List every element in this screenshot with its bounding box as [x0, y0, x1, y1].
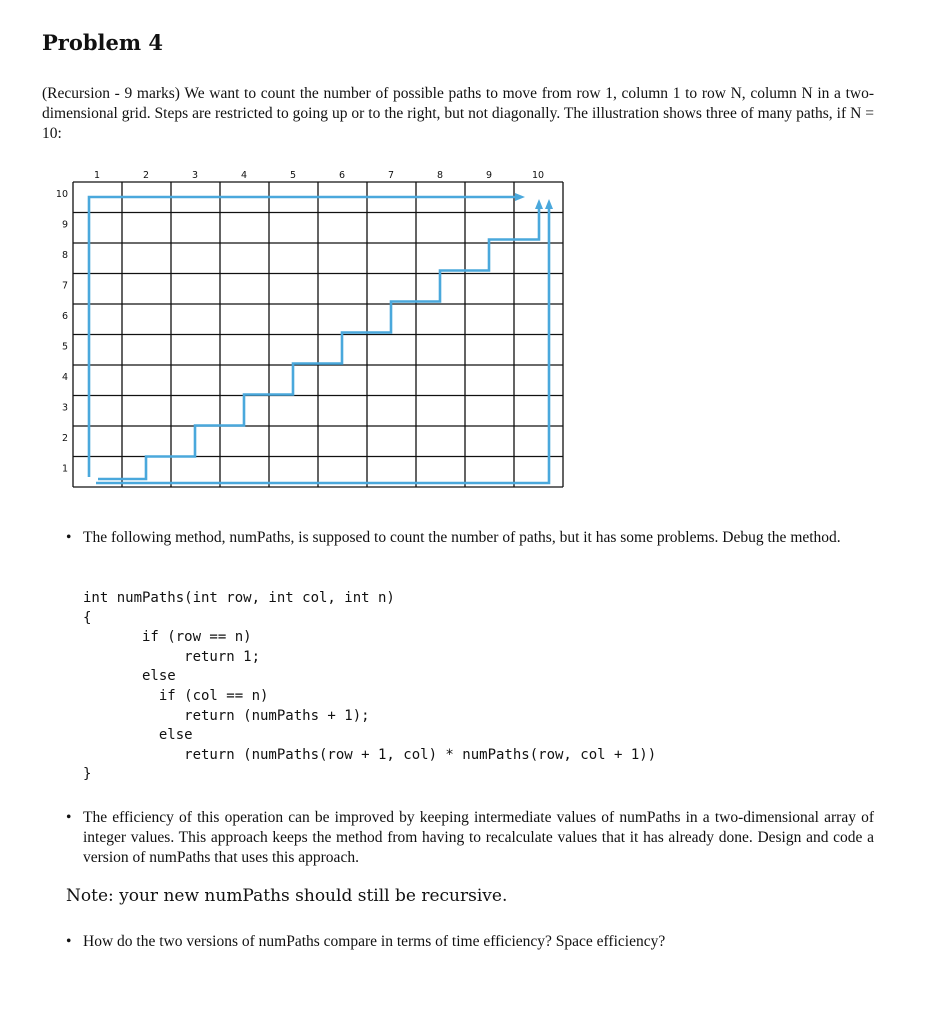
- grid-lines: [73, 182, 563, 487]
- code-line: else: [142, 668, 176, 685]
- problem-title: Problem 4: [42, 30, 164, 55]
- row-label: 4: [61, 372, 68, 383]
- path-arrow-up: [535, 199, 543, 209]
- row-label: 2: [61, 433, 68, 444]
- path-right-then-up: [96, 207, 549, 483]
- row-labels: [56, 189, 68, 475]
- code-block: [83, 589, 656, 785]
- code-line: if (row == n): [142, 629, 252, 646]
- intro-paragraph: (Recursion - 9 marks) We want to count the number of possible paths to move from row 1, column 1 to row N, column N in a two-dimensional grid. Steps are restricted to going up or to the right, but not diagonally. The illustration shows three of many paths, if N = 10:: [42, 85, 874, 142]
- row-label: 8: [61, 250, 68, 261]
- row-label: 5: [61, 341, 68, 353]
- note: Note: your new numPaths should still be recursive.: [66, 886, 508, 906]
- column-label: 7: [387, 170, 395, 181]
- path-arrow-right: [515, 193, 525, 201]
- code-line: {: [83, 609, 92, 626]
- bullet-efficiency: [66, 808, 874, 868]
- column-label: 10: [531, 170, 545, 181]
- row-label: 3: [61, 402, 68, 414]
- row-label: 7: [61, 280, 68, 292]
- code-line: return 1;: [184, 648, 261, 665]
- bullet-dot: •: [66, 529, 72, 546]
- code-line: else: [158, 727, 193, 744]
- row-label: 9: [61, 219, 68, 231]
- column-label: 2: [142, 170, 150, 181]
- grid-illustration: [40, 166, 570, 496]
- column-label: 5: [289, 170, 297, 181]
- bullet-dot: •: [66, 809, 72, 826]
- column-label: 8: [436, 170, 444, 181]
- column-label: 3: [191, 170, 199, 181]
- column-label: 4: [240, 170, 248, 181]
- code-line: }: [83, 766, 92, 783]
- row-label: 10: [55, 189, 68, 200]
- code-line: return (numPaths(row + 1, col) * numPaths(row, col + 1)): [184, 746, 657, 763]
- bullet-compare: [66, 932, 826, 952]
- column-label: 1: [93, 170, 101, 181]
- bullet-debug-text: The following method, numPaths, is supposed to count the number of paths, but it has some problems. Debug the method.: [83, 529, 841, 546]
- row-label: 6: [61, 311, 68, 322]
- column-label: 9: [485, 170, 493, 181]
- code-line: int numPaths(int row, int col, int n): [83, 590, 395, 606]
- paths: [89, 193, 553, 483]
- bullet-compare-text: How do the two versions of numPaths compare in terms of time efficiency? Space efficiency?: [83, 933, 666, 950]
- code-line: return (numPaths + 1);: [184, 707, 370, 724]
- code-line: if (col == n): [158, 687, 269, 704]
- path-up-then-right: [89, 197, 518, 477]
- bullet-efficiency-text: The efficiency of this operation can be improved by keeping intermediate values of numPaths in a two-dimensional array of integer values. This approach keeps the method from having to recalculate values that it has already done. Design and code a version of numPaths that uses this approach.: [83, 809, 874, 866]
- bullet-dot: •: [66, 933, 72, 950]
- bullet-debug: [66, 528, 874, 548]
- row-label: 1: [61, 463, 68, 475]
- column-labels: [94, 170, 544, 181]
- path-arrow-up: [545, 199, 553, 209]
- column-label: 6: [338, 170, 346, 181]
